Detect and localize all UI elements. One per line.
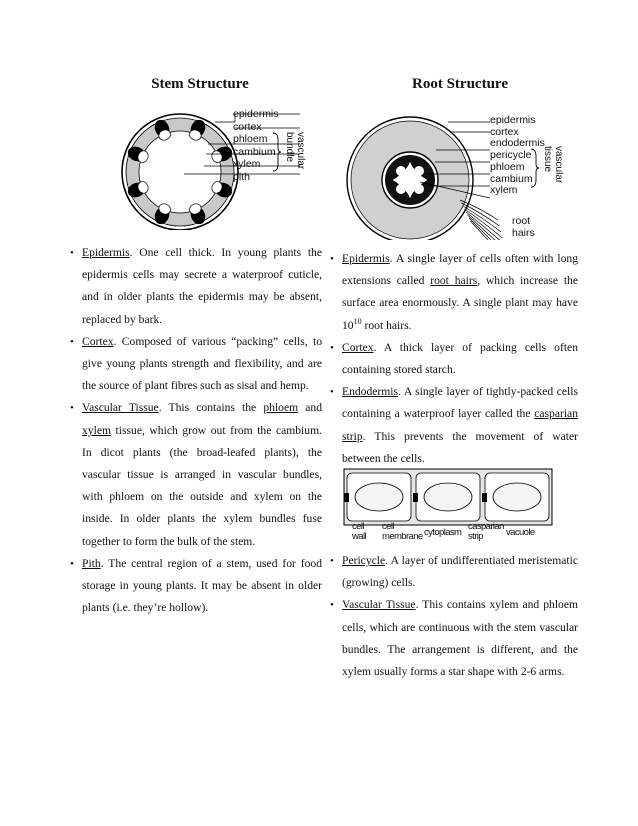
stem-label-cortex: cortex xyxy=(233,120,262,133)
casparian-strip xyxy=(413,493,418,502)
vacuole xyxy=(355,483,403,511)
stem-label-pith: pith xyxy=(233,170,250,183)
list-item xyxy=(330,381,578,470)
list-item xyxy=(330,594,578,683)
label-cell-membrane: cell membrane xyxy=(382,521,423,542)
item-text: tissue, which grow out from the cambium. In dicot plants (the broad-leafed plants), the vascular tissue is arranged in vascular bundles, with phloem on the outside and xylem on the inside. In older plants the xylem bundles fuse together to form the bulk of the stem. xyxy=(82,423,322,548)
stem-title: Stem Structure xyxy=(151,76,249,92)
root-hair xyxy=(471,221,509,240)
list-item xyxy=(330,248,578,337)
list-item xyxy=(70,331,322,398)
list-item xyxy=(330,550,578,594)
root-label-endodermis: endodermis xyxy=(490,137,545,150)
term: casparian strip xyxy=(342,407,578,443)
root-text-column xyxy=(330,248,578,470)
list-item xyxy=(70,553,322,620)
item-text: . The central region of a stem, used for food storage in young plants. It may be absent in older plants (i.e. they’re hollow). xyxy=(82,556,322,615)
label-vacuole: vacuole xyxy=(506,527,535,538)
root-label-xylem: xylem xyxy=(490,184,518,197)
label-cell-wall: cell wall xyxy=(352,521,366,542)
stem-bracket-label: vascular bundle xyxy=(284,132,306,170)
root-text-column-continued xyxy=(330,550,578,683)
root-hair xyxy=(465,209,503,238)
term: phloem xyxy=(263,401,299,415)
item-text: and xyxy=(298,401,322,415)
stem-text-column xyxy=(70,242,322,619)
term: root hairs xyxy=(430,274,478,288)
term: xylem xyxy=(82,423,111,437)
vacuole xyxy=(493,483,541,511)
label-casparian-strip: casparian strip xyxy=(468,521,504,542)
root-label-pericycle: pericycle xyxy=(490,149,532,162)
stem-bracket xyxy=(272,132,282,172)
item-text: . This prevents the movement of water between the cells. xyxy=(342,429,578,465)
list-item xyxy=(330,337,578,381)
casparian-strip xyxy=(482,493,487,502)
term: Vascular Tissue xyxy=(342,598,416,612)
exponent: 10 xyxy=(353,316,362,326)
root-hairs-label: root hairs xyxy=(512,215,535,239)
label-cytoplasm: cytoplasm xyxy=(424,527,462,538)
stem-label-cambium: cambium xyxy=(233,145,276,158)
root-label-phloem: phloem xyxy=(490,160,525,173)
stem-pith xyxy=(139,131,221,213)
root-title: Root Structure xyxy=(412,76,508,92)
root-label-epidermis: epidermis xyxy=(490,114,536,126)
term: Vascular Tissue xyxy=(82,401,159,415)
root-bracket xyxy=(530,148,540,188)
term: Cortex xyxy=(82,334,114,348)
item-text: . A single layer of tightly-packed cells containing a waterproof layer called the xyxy=(342,385,578,421)
term: Pith xyxy=(82,556,101,570)
item-text: . This contains xylem and phloem cells, which are continuous with the stem vascular bundles. The arrangement is different, and the xylem usually forms a star shape with 2-6 arms. xyxy=(342,598,578,679)
item-text: . Composed of various “packing” cells, to give young plants strength and flexibility, and are the source of plant fibres such as sisal and hemp. xyxy=(82,334,322,393)
item-text: . A thick layer of packing cells often containing stored starch. xyxy=(342,340,578,377)
list-item xyxy=(70,242,322,331)
root-hair xyxy=(468,215,506,240)
item-text: . This contains the xyxy=(158,401,264,415)
root-label-cortex: cortex xyxy=(490,125,519,138)
item-text: , which increase the surface area enormously. A single plant may have 10 xyxy=(342,274,578,332)
casparian-strip xyxy=(344,493,349,502)
stem-label-phloem: phloem xyxy=(233,133,268,145)
stem-label-epidermis: epidermis xyxy=(233,108,279,120)
stem-label-xylem: xylem xyxy=(233,158,261,170)
term: Endodermis xyxy=(342,385,399,399)
term: Epidermis xyxy=(342,252,390,265)
vacuole xyxy=(424,483,472,511)
root-label-cambium: cambium xyxy=(490,172,533,185)
cell-diagram-labels xyxy=(350,520,550,546)
item-text: . A single layer of cells often with long extensions called xyxy=(342,252,578,288)
item-text: root hairs. xyxy=(361,318,412,332)
item-text: . One cell thick. In young plants the epidermis cells may secrete a waterproof cuticle, and in older plants the epidermis may be absent, replaced by bark. xyxy=(82,246,322,326)
term: Pericycle xyxy=(342,554,386,567)
term: Epidermis xyxy=(82,246,130,259)
item-text: . A layer of undifferentiated meristematic (growing) cells. xyxy=(342,554,578,590)
list-item xyxy=(70,397,322,552)
term: Cortex xyxy=(342,340,374,354)
root-bracket-label: vascular tissue xyxy=(542,146,564,184)
